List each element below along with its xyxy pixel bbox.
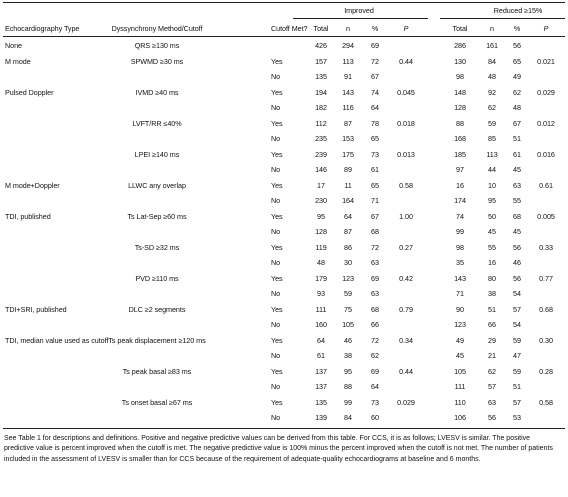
cell-improved-total: 179: [315, 273, 327, 283]
cell-improved-n: 105: [342, 320, 354, 329]
cell-reduced-pct: 54: [513, 289, 521, 298]
cell-improved-n: 59: [344, 289, 352, 298]
cell-method-cutoff: SPWMD ≥30 ms: [130, 56, 184, 66]
cell-echo-type: TDI, published: [5, 211, 51, 221]
improved-group-rule: [293, 18, 428, 19]
cell-reduced-total: 74: [456, 211, 464, 221]
cell-reduced-n: 45: [488, 227, 496, 236]
cell-improved-pct: 73: [371, 397, 379, 407]
cell-reduced-pct: 68: [513, 211, 521, 221]
cell-reduced-total: 110: [454, 397, 466, 407]
cell-improved-total: 239: [315, 149, 327, 159]
column-header-improved-p: P: [403, 24, 409, 33]
cell-reduced-p: 0.029: [537, 87, 555, 97]
cell-reduced-n: 55: [488, 242, 496, 252]
cell-method-cutoff: IVMD ≥40 ms: [135, 87, 179, 97]
cell-improved-n: 84: [344, 413, 352, 422]
reduced-group-header: Reduced ≥15%: [493, 6, 543, 15]
cell-improved-n: 164: [342, 196, 354, 205]
cell-reduced-pct: 59: [513, 335, 521, 345]
column-header-improved-total: Total: [313, 24, 329, 33]
cell-reduced-p: 0.021: [537, 56, 555, 66]
cell-cutoff-met: No: [271, 382, 281, 391]
cell-improved-pct: 64: [371, 382, 379, 391]
cell-improved-total: 64: [317, 335, 325, 345]
column-header-cutoff-met: Cutoff Met?: [271, 24, 308, 33]
cell-reduced-total: 174: [454, 196, 466, 205]
cell-improved-total: 61: [317, 351, 325, 360]
cell-reduced-n: 62: [488, 103, 496, 112]
cell-improved-p: 0.42: [399, 273, 413, 283]
cell-reduced-n: 85: [488, 134, 496, 143]
cell-reduced-total: 185: [454, 149, 466, 159]
cell-reduced-total: 88: [456, 118, 464, 128]
cell-improved-total: 48: [317, 258, 325, 267]
cell-reduced-pct: 45: [513, 227, 521, 236]
cell-reduced-pct: 48: [513, 103, 521, 112]
cell-reduced-pct: 46: [513, 258, 521, 267]
cell-cutoff-met: No: [271, 103, 281, 112]
cell-improved-total: 111: [315, 304, 327, 314]
cell-improved-total: 112: [315, 118, 327, 128]
cell-method-cutoff: DLC ≥2 segments: [128, 304, 186, 314]
improved-group-header: Improved: [344, 6, 374, 15]
cell-improved-pct: 74: [371, 87, 379, 97]
cell-cutoff-met: No: [271, 227, 281, 236]
cell-reduced-total: 128: [454, 103, 466, 112]
cell-improved-total: 235: [315, 134, 327, 143]
cell-reduced-p: 0.012: [537, 118, 555, 128]
cell-improved-n: 75: [344, 304, 352, 314]
cell-cutoff-met: Yes: [271, 366, 283, 376]
cell-improved-total: 182: [315, 103, 327, 112]
cell-cutoff-met: No: [271, 196, 281, 205]
cell-reduced-p: 0.77: [539, 273, 553, 283]
cell-reduced-n: 16: [488, 258, 496, 267]
cell-improved-pct: 61: [371, 165, 379, 174]
column-header-improved-pct: %: [371, 24, 379, 33]
cell-improved-pct: 72: [371, 56, 379, 66]
cell-reduced-n: 92: [488, 87, 496, 97]
cell-improved-n: 89: [344, 165, 352, 174]
cell-reduced-pct: 67: [513, 118, 521, 128]
cell-method-cutoff: Ts-SD ≥32 ms: [134, 242, 180, 252]
cell-improved-pct: 67: [371, 211, 379, 221]
cell-cutoff-met: Yes: [271, 397, 283, 407]
cell-improved-p: 0.34: [399, 335, 413, 345]
cell-reduced-total: 71: [456, 289, 464, 298]
cell-method-cutoff: Ts Lat-Sep ≥60 ms: [127, 211, 187, 221]
cell-reduced-n: 50: [488, 211, 496, 221]
cell-improved-total: 95: [317, 211, 325, 221]
cell-improved-n: 86: [344, 242, 352, 252]
cell-reduced-p: 0.28: [539, 366, 553, 376]
cell-reduced-n: 56: [488, 413, 496, 422]
cell-improved-pct: 60: [371, 413, 379, 422]
cell-reduced-pct: 53: [513, 413, 521, 422]
table-footnote: See Table 1 for descriptions and definitions. Positive and negative predictive values can be derived from this table. For CCS, it is as follows; LVESV is similar. The positive predictive value is percent improved when the cutoff is met. The negative predictive value is 100% minus the percent improved when the cutoff is not met. The number of patients included in the assessment of LVESV is smaller than for CCS because of the requirement of adequate-quality echocardiograms at baseline and 6 months.: [4, 435, 553, 463]
cell-improved-total: 230: [315, 196, 327, 205]
column-header-reduced-pct: %: [513, 24, 521, 33]
cell-reduced-n: 10: [488, 180, 496, 190]
cell-improved-total: 139: [315, 413, 327, 422]
cell-reduced-pct: 62: [513, 87, 521, 97]
cell-cutoff-met: No: [271, 351, 281, 360]
cell-improved-p: 0.79: [399, 304, 413, 314]
column-header-reduced-total: Total: [452, 24, 468, 33]
cell-reduced-n: 63: [488, 397, 496, 407]
cell-reduced-total: 111: [454, 382, 466, 391]
cell-improved-n: 91: [344, 72, 352, 81]
cell-reduced-total: 123: [454, 320, 466, 329]
table-bottom-rule: [3, 428, 565, 429]
cell-improved-n: 11: [344, 180, 352, 190]
cell-reduced-n: 21: [488, 351, 496, 360]
cell-cutoff-met: Yes: [271, 273, 283, 283]
cell-improved-p: 0.018: [397, 118, 415, 128]
cell-reduced-n: 57: [488, 382, 496, 391]
cell-improved-p: 0.045: [397, 87, 415, 97]
cell-reduced-n: 62: [488, 366, 496, 376]
cell-method-cutoff: PVD ≥110 ms: [135, 273, 179, 283]
cell-cutoff-met: Yes: [271, 149, 283, 159]
cell-reduced-n: 80: [488, 273, 496, 283]
reduced-group-rule: [440, 18, 565, 19]
cell-improved-p: 0.44: [399, 366, 413, 376]
cell-improved-total: 426: [315, 41, 327, 50]
cell-improved-n: 87: [344, 118, 352, 128]
cell-improved-pct: 63: [371, 289, 379, 298]
cell-improved-n: 87: [344, 227, 352, 236]
cell-cutoff-met: No: [271, 72, 281, 81]
cell-improved-pct: 67: [371, 72, 379, 81]
cell-cutoff-met: No: [271, 134, 281, 143]
cell-reduced-p: 0.33: [539, 242, 553, 252]
cell-improved-n: 88: [344, 382, 352, 391]
cell-reduced-pct: 55: [513, 196, 521, 205]
cell-echo-type: Pulsed Doppler: [5, 87, 54, 97]
cell-improved-total: 157: [315, 56, 327, 66]
cell-improved-pct: 65: [371, 134, 379, 143]
header-bottom-rule: [3, 36, 565, 37]
cell-echo-type: TDI, median value used as cutoff: [5, 335, 109, 345]
cell-improved-pct: 62: [371, 351, 379, 360]
cell-improved-n: 294: [342, 41, 354, 50]
cell-improved-pct: 71: [371, 196, 379, 205]
cell-improved-p: 1.00: [399, 211, 413, 221]
cell-reduced-n: 161: [486, 41, 498, 50]
cell-reduced-total: 49: [456, 335, 464, 345]
cell-reduced-total: 148: [454, 87, 466, 97]
cell-reduced-total: 98: [456, 72, 464, 81]
cell-reduced-p: 0.61: [539, 180, 553, 190]
cell-improved-pct: 72: [371, 335, 379, 345]
cell-improved-n: 95: [344, 366, 352, 376]
cell-improved-n: 64: [344, 211, 352, 221]
cell-reduced-pct: 57: [513, 304, 521, 314]
cell-improved-pct: 63: [371, 258, 379, 267]
cell-reduced-pct: 56: [513, 41, 521, 50]
cell-cutoff-met: Yes: [271, 118, 283, 128]
cell-method-cutoff: LLWC any overlap: [128, 180, 186, 190]
cell-method-cutoff: QRS ≥130 ms: [134, 41, 180, 50]
cell-reduced-total: 45: [456, 351, 464, 360]
cell-method-cutoff: Ts onset basal ≥67 ms: [121, 397, 193, 407]
column-header-reduced-p: P: [543, 24, 549, 33]
cell-improved-n: 143: [342, 87, 354, 97]
cell-improved-pct: 66: [371, 320, 379, 329]
cell-improved-total: 135: [315, 72, 327, 81]
cell-reduced-p: 0.30: [539, 335, 553, 345]
cell-improved-n: 38: [344, 351, 352, 360]
cell-improved-n: 99: [344, 397, 352, 407]
cell-cutoff-met: No: [271, 165, 281, 174]
cell-reduced-pct: 56: [513, 242, 521, 252]
cell-improved-total: 137: [315, 366, 327, 376]
cell-cutoff-met: Yes: [271, 211, 283, 221]
cell-cutoff-met: Yes: [271, 180, 283, 190]
cell-reduced-n: 29: [488, 335, 496, 345]
cell-improved-p: 0.029: [397, 397, 415, 407]
cell-improved-pct: 64: [371, 103, 379, 112]
cell-reduced-pct: 47: [513, 351, 521, 360]
cell-reduced-total: 286: [454, 41, 466, 50]
cell-improved-p: 0.58: [399, 180, 413, 190]
cell-improved-pct: 69: [371, 366, 379, 376]
cell-reduced-p: 0.68: [539, 304, 553, 314]
cell-improved-total: 146: [315, 165, 327, 174]
column-header-reduced-n: n: [490, 24, 494, 33]
cell-improved-pct: 69: [371, 273, 379, 283]
cell-reduced-n: 38: [488, 289, 496, 298]
table-top-rule: [3, 2, 565, 3]
cell-reduced-pct: 61: [513, 149, 521, 159]
cell-improved-pct: 68: [371, 304, 379, 314]
cell-reduced-total: 143: [454, 273, 466, 283]
cell-reduced-n: 44: [488, 165, 496, 174]
cell-cutoff-met: Yes: [271, 304, 283, 314]
cell-reduced-p: 0.016: [537, 149, 555, 159]
cell-method-cutoff: LPEI ≥140 ms: [134, 149, 180, 159]
cell-reduced-pct: 65: [513, 56, 521, 66]
cell-reduced-pct: 54: [513, 320, 521, 329]
cell-improved-pct: 72: [371, 242, 379, 252]
cell-method-cutoff: Ts peak basal ≥83 ms: [122, 366, 192, 376]
cell-reduced-total: 99: [456, 227, 464, 236]
cell-reduced-pct: 45: [513, 165, 521, 174]
cell-reduced-pct: 49: [513, 72, 521, 81]
cell-method-cutoff: Ts peak displacement ≥120 ms: [108, 335, 206, 345]
cell-improved-total: 137: [315, 382, 327, 391]
cell-improved-pct: 65: [371, 180, 379, 190]
cell-reduced-n: 113: [486, 149, 498, 159]
cell-improved-total: 160: [315, 320, 327, 329]
cell-reduced-n: 59: [488, 118, 496, 128]
cell-cutoff-met: Yes: [271, 87, 283, 97]
cell-reduced-pct: 59: [513, 366, 521, 376]
cell-cutoff-met: No: [271, 320, 281, 329]
cell-improved-pct: 78: [371, 118, 379, 128]
cell-reduced-pct: 51: [513, 134, 521, 143]
cell-improved-pct: 73: [371, 149, 379, 159]
cell-reduced-p: 0.58: [539, 397, 553, 407]
cell-reduced-n: 48: [488, 72, 496, 81]
cell-improved-n: 116: [342, 103, 354, 112]
cell-cutoff-met: Yes: [271, 242, 283, 252]
cell-echo-type: None: [5, 41, 22, 50]
cell-reduced-p: 0.005: [537, 211, 555, 221]
cell-improved-p: 0.27: [399, 242, 413, 252]
cell-cutoff-met: No: [271, 258, 281, 267]
cell-echo-type: M mode: [5, 56, 31, 66]
cell-improved-pct: 68: [371, 227, 379, 236]
cell-improved-n: 153: [342, 134, 354, 143]
cell-improved-n: 123: [342, 273, 354, 283]
cell-improved-pct: 69: [371, 41, 379, 50]
cell-reduced-total: 130: [454, 56, 466, 66]
cell-reduced-total: 106: [454, 413, 466, 422]
cell-improved-total: 194: [315, 87, 327, 97]
cell-reduced-total: 168: [454, 134, 466, 143]
cell-reduced-pct: 57: [513, 397, 521, 407]
cell-improved-n: 113: [342, 56, 354, 66]
column-header-echo-type: Echocardiography Type: [5, 24, 80, 33]
cell-reduced-pct: 51: [513, 382, 521, 391]
cell-echo-type: TDI+SRI, published: [5, 304, 67, 314]
cell-improved-total: 17: [317, 180, 325, 190]
cell-improved-n: 175: [342, 149, 354, 159]
cell-improved-total: 93: [317, 289, 325, 298]
cell-reduced-n: 95: [488, 196, 496, 205]
cell-reduced-n: 84: [488, 56, 496, 66]
cell-reduced-n: 51: [488, 304, 496, 314]
cell-improved-p: 0.013: [397, 149, 415, 159]
cell-cutoff-met: No: [271, 413, 281, 422]
column-header-method-cutoff: Dyssynchrony Method/Cutoff: [111, 24, 203, 33]
cell-improved-total: 135: [315, 397, 327, 407]
cell-reduced-total: 16: [456, 180, 464, 190]
cell-improved-total: 128: [315, 227, 327, 236]
cell-reduced-total: 97: [456, 165, 464, 174]
cell-improved-total: 119: [315, 242, 327, 252]
cell-cutoff-met: Yes: [271, 56, 283, 66]
cell-reduced-total: 98: [456, 242, 464, 252]
cell-improved-n: 30: [344, 258, 352, 267]
cell-cutoff-met: No: [271, 289, 281, 298]
cell-reduced-pct: 63: [513, 180, 521, 190]
cell-method-cutoff: LVFT/RR ≤40%: [132, 118, 182, 128]
cell-reduced-n: 66: [488, 320, 496, 329]
cell-reduced-total: 90: [456, 304, 464, 314]
cell-reduced-pct: 56: [513, 273, 521, 283]
cell-echo-type: M mode+Doppler: [5, 180, 60, 190]
cell-improved-p: 0.44: [399, 56, 413, 66]
cell-cutoff-met: Yes: [271, 335, 283, 345]
cell-reduced-total: 105: [454, 366, 466, 376]
cell-reduced-total: 35: [456, 258, 464, 267]
cell-improved-n: 46: [344, 335, 352, 345]
column-header-improved-n: n: [346, 24, 350, 33]
